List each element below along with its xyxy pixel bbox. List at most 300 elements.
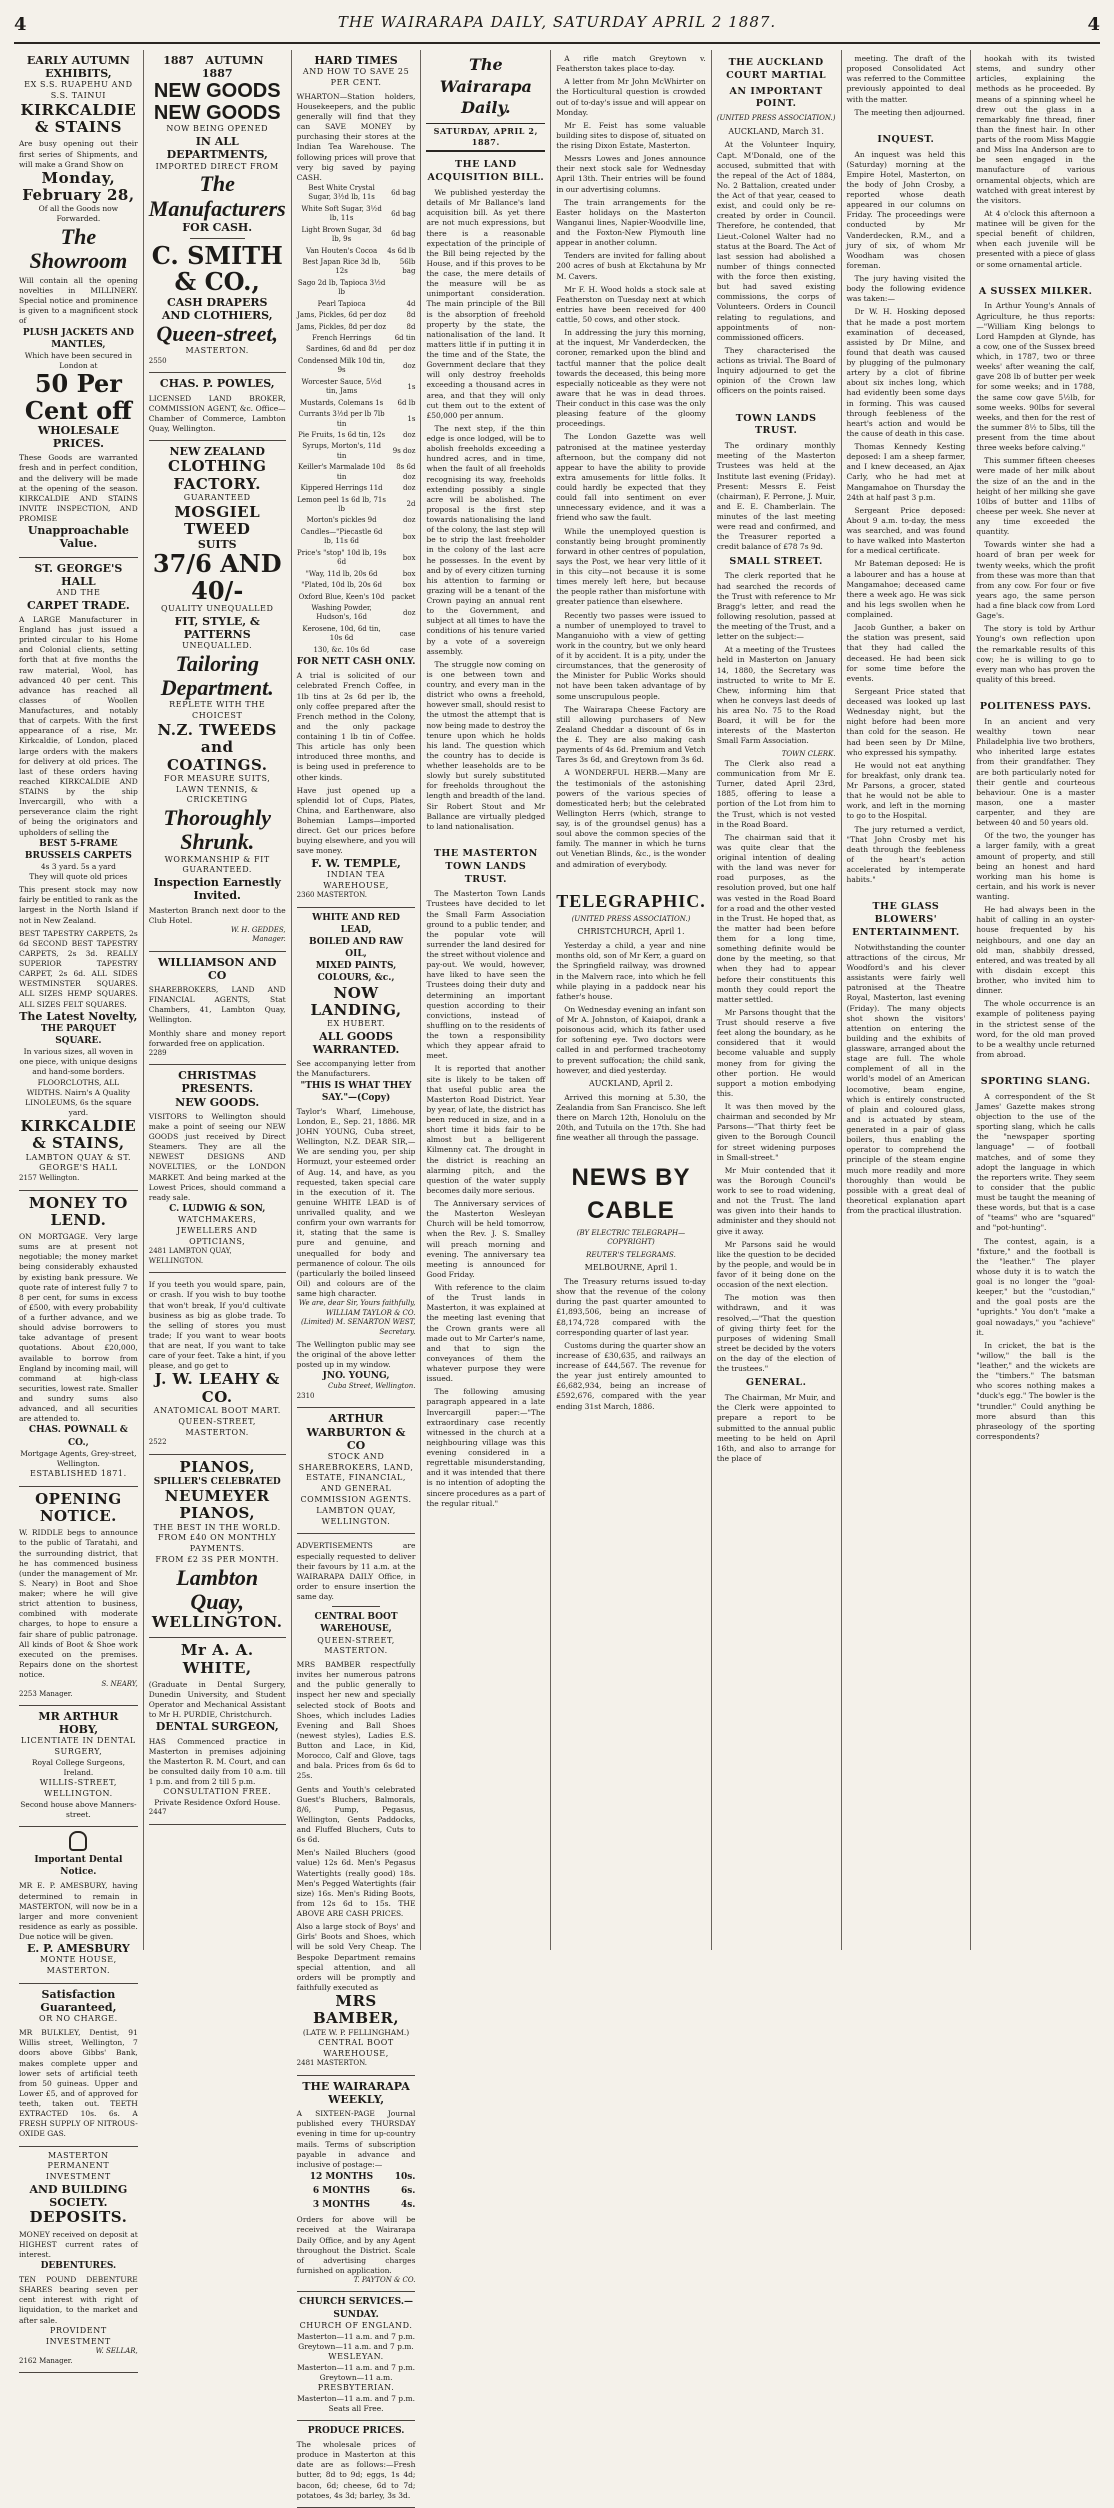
dateline: AUCKLAND, April 2. [589, 1078, 673, 1088]
ad-date: Monday, February 28, [22, 168, 135, 205]
ad-headline: OPENING NOTICE. [35, 1489, 122, 1525]
ad-address: QUEEN-STREET, MASTERTON. [178, 1416, 257, 1437]
ad-subhead: EX HUBERT. [327, 1019, 386, 1029]
news-item: Tenders are invited for falling about 200 acres of bush at Ekctahuna by Mr M. Cavers. [556, 251, 706, 281]
ad-headline: EARLY AUTUMN EXHIBITS, [26, 54, 130, 81]
ad-text: WHARTON—Station holders, Housekeepers, and the public generally will find that they can SAVE MONEY by purchasing their stores at the Indian Tea Warehouse. The following prices will prove that very big saved by paying CASH. [296, 91, 416, 182]
ad-subhead: DENTAL SURGEON, [155, 1720, 279, 1734]
price-row [297, 398, 416, 409]
ad-subhead: FIT, STYLE, & PATTERNS [174, 614, 260, 642]
ad-a-a-white [149, 1638, 286, 1824]
ad-text: A SIXTEEN-PAGE Journal published every THURSDAY evening in time for up-country mails. Terms of subscription payable in advance and inclusive of postage:— [296, 2109, 416, 2169]
ad-text: W. RIDDLE begs to announce to the public of Taratahi, and the surrounding district, that he has commenced business (under the management of Mr. S. Neary) in Boot and Shoe maker; where he will give strict attention to business, combined with moderate charges, to hope to ensure a fair share of public patronage. All kinds of Boot & Shoe work executed on the premises. Repairs done on the shortest notice. [19, 1528, 138, 1679]
article-paragraph: The jury returned a verdict, "That John Crosby met his death through the feebleness of the heart's action accelerated by intemperate habits." [846, 824, 966, 885]
article-paragraph: At the Volunteer Inquiry, Capt. M'Donald, one of the accused, submitted that with the repeal of the Act of 1884, No. 2 Battalion, created under the Act of that year, ceased to exist, and could only be re-created by order in Council. Therefore, he contended, that Lieut.-Colonel Walter had no status at the Board. The Act of last session had abolished a number of things connected with the force then existing, but had saved existing commissions, the corps of Volunteers. Orders in Council relating to regulations, and appointments of non-commissioned officers. [716, 140, 836, 342]
article-paragraph: In Arthur Young's Annals of Agriculture, he thus reports:—"William King belongs to Lord Hampden at Glynde, has a cow, one of the Sussex breed which, in 1787, two or three weeks' after weaning the calf, gave 208 lb of butter per week for some weeks; and in 1788, the same cow gave 5½lb, for some weeks. 90lbs for several weeks, and then for the rest of the summer 8½ to 5lbs, till the present from the time about three weeks before calving." [976, 301, 1096, 453]
ad-text: Second house above Manners-street. [20, 1799, 137, 1819]
price-row [297, 495, 416, 516]
price-value: 2d [406, 500, 416, 509]
price-row [297, 322, 416, 333]
ad-subhead: PLUSH JACKETS AND MANTLES, [22, 327, 134, 350]
ad-headline: MOSGIEL TWEED [174, 502, 261, 538]
price-value: doz [403, 430, 416, 439]
article-paragraph: Of the two, the younger has a larger family, with a great amount of property, and still being an honest and hard working man his home is certain, and his work is never wanting. [976, 831, 1096, 901]
ad-subhead: CASH DRAPERS [167, 295, 268, 309]
sub-term: 3 MONTHS [312, 2200, 370, 2211]
news-item: Recently two passes were issued to a number of unemployed to travel to Manganuioho with a view of getting work in the country, but we only heard of it by accident. It is a pity, under the circumstances, that the generosity of the Minister for Public Works should not have been taken advantage of by some unscrupulous people. [556, 610, 706, 701]
price-value: 8d [406, 311, 416, 320]
ad-number: 2360 [296, 891, 315, 900]
price-value: box [402, 532, 416, 541]
ad-brand: KIRKCALDIE & STAINS, [20, 1117, 137, 1153]
ad-satisfaction [19, 1984, 138, 2147]
article-sussex-milker [976, 279, 1095, 694]
article-paragraph: The next step, if the thin edge is once lodged, will be to abolish freeholds exceeding a hundred acres, and in time, when the fault of all freeholds recognising its way, freeholds extending possibly a single acre will be abolished. The proposal is the first step towards nationalising the land of the colony, the last step will be to strip the last freeholder in the colony of the last acre he possesses. In the event by and by of every citizen turning his attention to farming or grazing will be a tenant of the Crown paying an annual rent to the Government, and subject at all times to have the conditions of his tenure varied by a vote of a sovereign assembly. [426, 423, 546, 656]
news-item: The train arrangements for the Easter holidays on the Masterton Wanganui lines, Napier-Woodville line, and the Foxton-New Plymouth line appear in another column. [556, 197, 706, 248]
church-name: CHURCH OF ENGLAND. [299, 2320, 413, 2330]
article-paragraph: The Masterton Town Lands Trustees have decided to let the Small Farm Association ground to a public tender, and the popular vote will surrender the land desired for the street without violence and pay-out. We would, however, have liked to have seen the Trustees doing their duty and determining an important question according to their convictions, instead of shuffling on to the residents of the town a responsibility which they appear afraid to meet. [426, 889, 546, 1061]
ad-text: In various sizes, all woven in one piece, with unique designs and hand-some borders. [19, 1047, 138, 1077]
price-row [297, 310, 416, 321]
article-paragraph: The ordinary monthly meeting of the Masterton Trustees was held at the Institute last evening (Friday). Present: Messrs E. Feist (chairman), F. Perrone, J. Muir, and E. E. Chamberlain. The minutes of the last meeting were read and confirmed, and the Treasurer reported a credit balance of £78 7s 9d. [716, 441, 836, 552]
ad-address: CENTRAL BOOT WAREHOUSE, [318, 2037, 394, 2058]
ad-subhead: NEW GOODS. [175, 1095, 260, 1109]
ad-text: MR E. P. AMESBURY, having determined to remain in MASTERTON, will now be in a larger and more convenient residence as early as possible. Due notice will be given. [19, 1881, 138, 1942]
article-paragraph: meeting. The draft of the proposed Consolidated Act was referred to the Committee previously appointed to deal with the matter. [846, 54, 966, 104]
ad-subhead: SUITS [197, 538, 237, 552]
article-paragraph: The contest, again, is a "fixture," and the football is the "leather." The player whose duty it is to watch the goal is no longer the "goal-keeper," but the "custodian," and the goal posts are the "uprights." You don't "make a goal nowadays," you "achieve" it. [976, 1236, 1096, 1337]
article-paragraph: At 4 o'clock this afternoon a matinee will be given for the special benefit of children, when each juvenile will be presented with a piece of glass or some ornamental article. [976, 208, 1096, 269]
ad-text: SHAREBROKERS, LAND AND FINANCIAL AGENTS, Stat Chambers, 41, Lambton Quay, Wellington. [148, 985, 286, 1025]
ad-headline: ST. GEORGE'S HALL [34, 561, 123, 588]
article-headline: THE GLASS BLOWERS' ENTERTAINMENT. [852, 901, 960, 938]
ad-headline: Satisfaction Guaranteed, [40, 1988, 117, 2015]
price-item: Van Houten's Cocoa [305, 246, 378, 255]
article-paragraph: It is reported that another site is likely to be taken off that useful public area the Masterton Road District. Year by year, of late, the district has been reduced in size, and in a short time it bids fair to be almost but a belligerent Kilmenny cat. The drought in the district is reaching an alarming pitch, and the question of the water supply becomes daily more serious. [426, 1064, 546, 1195]
price-row [297, 645, 416, 656]
ad-arthur-hoby [19, 1706, 138, 1827]
news-item: A rifle match Greytown v. Featherston takes place to-day. [556, 54, 706, 74]
telegraphic-section [556, 879, 706, 1153]
article-headline: INQUEST. [877, 133, 935, 145]
ad-headline: Important Dental Notice. [34, 1855, 123, 1878]
ad-headline: CENTRAL BOOT WAREHOUSE, [314, 1612, 398, 1635]
ad-address: INDIAN TEA WAREHOUSE, [323, 869, 389, 890]
ad-subhead: Inspection Earnestly Invited. [153, 876, 281, 903]
article-paragraph: Mr Parsons said he would like the question to be decided by the people, and would be in favor of it being done on the occasion of the next election. [716, 1239, 836, 1290]
article-glass-continued [976, 50, 1095, 279]
ad-number: 2447 [148, 1808, 167, 1817]
ad-text: ON MORTGAGE. Very large sums are at present not negotiable; the money market being considerably exhausted by existing bank pressure. We quote rate of interest fully 7 to 8 per cent, for sums in excess of £500, with every probability of a further advance, and we should advise borrowers to take advantage of present quotations. About £20,000, available to borrow from England by incoming mail, will command at high-class securities, lowest rate. Smaller and sundry sums also advanced, and all securities are attended to. [19, 1232, 138, 1424]
ad-headline: AND BUILDING SOCIETY. [29, 2182, 128, 2210]
price-value: 8s 6d doz [396, 463, 416, 481]
ad-text: REPLETE WITH THE CHOICEST [169, 700, 266, 721]
article-court-martial [717, 50, 836, 406]
sub-price: 6s. [400, 2186, 416, 2197]
price-row [297, 225, 416, 246]
price-row [297, 299, 416, 310]
price-value: doz [403, 608, 416, 617]
ad-money-to-lend [19, 1191, 138, 1487]
ad-produce-prices [297, 2421, 416, 2508]
article-paragraph: A correspondent of the St James' Gazette makes strong objection to the use of the sporting slang, which he calls the "newspaper sporting language" — of football matches, and of some they adopt the language in which the reporters write. They seem to consider that the public must be taught the meaning of these words, but that is a case of "teams" who are "squared" and "pot-hunting". [976, 1091, 1096, 1233]
article-paragraph: This summer fifteen cheeses were made of her milk about the size of an the and in the height of her milking she gave 10lbs of butter and 11lbs of cheese per week. She never at any time exceeded the quantity. [976, 456, 1096, 537]
price-row [297, 603, 416, 624]
news-item: Mr E. Feist has some valuable building sites to dispose of, situated on the rising Dixon Estate, Masterton. [556, 120, 706, 150]
price-value: 6d tin [394, 334, 416, 343]
article-paragraph: The meeting then adjourned. [854, 107, 966, 117]
price-value: 8d [406, 322, 416, 331]
ad-text: If you teeth you would spare, pain, or crash. If you wish to buy toothe that won't break, If you'd cultivate business as big as globe trade. To the selling of stores you must trade; If you want to wear boots that are neat, If you want to take care of your feet. Take a hint, if you please, and go get to [148, 1280, 286, 1371]
article-paragraph: They characterised the actions as trivial. The Board of Inquiry adjourned to get the opinion of the Crown law officers on the points raised. [716, 345, 836, 396]
ad-headline: ARTHUR WARBURTON & CO [306, 1412, 406, 1452]
article-paragraph: With reference to the claim of the Trust lands in Masterton, it was explained at the meeting last evening that the Crown grants were all made out to Mr Carter's name, and that to sign the conveyances of them the whatever purpose they were issued. [426, 1283, 546, 1384]
ad-weekly [297, 2076, 416, 2293]
price-value: 6d bag [391, 209, 416, 218]
ad-role: Manager. [39, 2356, 73, 2365]
ad-subhead: SPILLER'S CELEBRATED [153, 1477, 281, 1488]
ad-headline: Mr A. A. WHITE, [180, 1641, 254, 1677]
price-item: "Plated, 10d lb, 20s 6d [301, 581, 382, 590]
article-headline: TOWN LANDS TRUST. [735, 412, 817, 437]
ad-subhead: ALL GOODS WARRANTED. [312, 1029, 400, 1057]
church-times: Masterton—11 a.m. and 7 p.m. Greytown—11 a.m. and 7 p.m. [297, 2331, 415, 2351]
ad-text: UNEQUALLED. [182, 641, 253, 651]
ad-number: 2310 [296, 1391, 315, 1400]
dateline: CHRISTCHURCH, April 1. [577, 927, 685, 937]
ad-address: Lambton Quay, [176, 1564, 259, 1615]
ad-williamson [149, 952, 286, 1066]
news-item: A letter from Mr John McWhirter on the Horticultural question is crowded out of to-day's issue and will appear on Monday. [556, 77, 706, 117]
ad-subhead: BEST 5-FRAME BRUSSELS CARPETS [24, 838, 132, 861]
price-value: case [399, 629, 416, 638]
ad-headline: Tailoring Department. [160, 651, 274, 701]
price-item: Pearl Tapioca [317, 299, 366, 308]
ad-price: 37/6 AND 40/- [152, 549, 282, 605]
ad-text: MRS BAMBER respectfully invites her numerous patrons and the public generally to inspect her new and specially selected stock of Boots and Shoes, which includes Ladies Evening and Ball Shoes (newest styles), Ladies E.S. Button and Lace, in Kid, Morocco, Calf and Glove, tags and bala. Prices from 6s 6d to 25s. [296, 1660, 416, 1781]
ad-number: 2522 [148, 1438, 167, 1447]
ad-headline: HARD TIMES [314, 54, 398, 67]
ad-text: NOW BEING OPENED [166, 124, 269, 134]
ad-quote: "THIS IS WHAT THEY SAY."—(Copy) [300, 1080, 412, 1103]
price-item: Price's "stop" 10d lb, 19s 6d [297, 548, 387, 567]
price-row [297, 580, 416, 591]
price-row [297, 548, 416, 569]
ad-signature: S. NEARY, [101, 1680, 138, 1689]
ad-headline: NEW GOODS [153, 102, 281, 125]
article-paragraph: Towards winter she had a hoard of bran per week for twenty weeks, which the profit from these was more than that from any cow. For four or five years ago, the same person had a fine black cow from Lord Gage's. [976, 540, 1096, 621]
ad-headline: CHURCH SERVICES.—SUNDAY. [299, 2297, 413, 2320]
article-paragraph: It was then moved by the chairman and seconded by Mr Parsons—"That thirty feet be given to the Borough Council for street widening purposes in Small-street." [716, 1102, 836, 1162]
ad-brand: KIRKCALDIE & STAINS [20, 100, 137, 137]
price-value: 1s [407, 414, 416, 423]
ad-firm: C. LUDWIG & SON, [169, 1203, 266, 1214]
ad-text: FLOORCLOTHS, ALL WIDTHS. Nairn's A Quality LINOLEUMS, 6s the square yard. [25, 1077, 132, 1117]
ad-headline: WHITE AND RED LEAD, [312, 912, 400, 935]
ad-opening-notice [19, 1487, 138, 1706]
ad-subhead: LICENTIATE IN DENTAL SURGERY, [20, 1736, 136, 1757]
ad-headline: MR ARTHUR HOBY, [38, 1710, 119, 1737]
ad-price: 4s 3 yard. 5s a yard [40, 861, 116, 871]
ad-paints [297, 908, 416, 1409]
ad-st-georges-hall [19, 558, 138, 1191]
article-politeness-pays [976, 694, 1095, 1069]
price-item: Mustards, Colemans 1s [299, 398, 384, 407]
ad-headline: WILLIAMSON AND CO [158, 955, 277, 982]
ad-signature: W. H. GEDDES, [230, 925, 286, 934]
ad-firm: CHAS. POWNALL & CO., [28, 1425, 128, 1448]
article-paragraph: The Clerk also read a communication from Mr E. Turner, dated April 23rd, 1885, offering to lease a portion of the Lot from him to the Trust, which is not vested in the Road Board. [716, 758, 836, 829]
ad-text: These Goods are warranted fresh and in perfect condition, and the delivery will be made at the opening of the season. KIRKCALDIE AND STAINS INVITE INSPECTION, AND PROMISE [19, 453, 138, 524]
ad-text: Gents and Youth's celebrated Guest's Bluchers, Balmorals, 8/6, Pump, Pegasus, Wellington, Gents Paddocks, and Fluffed Bluchers, Cuts to 6s 6d. [296, 1784, 416, 1845]
ad-price: FROM £40 ON MONTHLY PAYMENTS. [158, 1533, 277, 1554]
article-paragraph: Mr Parsons thought that the Trust should reserve a five feet along the boundary, as he considered that it would become valuable and supply money from for giving the other portion. He would support a motion embodying this. [716, 1007, 836, 1098]
ad-text: LICENSED LAND BROKER, COMMISSION AGENT, &c. Office—Chamber of Commerce, Lambton Quay, Wellington. [148, 393, 286, 434]
price-item: White Soft Sugar, 3½d lb, 11s [301, 204, 382, 223]
price-row [297, 246, 416, 257]
ad-subhead: ANATOMICAL BOOT MART. [153, 1405, 281, 1415]
ad-text: WORKMANSHIP & FIT GUARANTEED. [164, 854, 270, 875]
article-paragraph: The Anniversary services of the Masterton Wesleyan Church will be held tomorrow, when the Rev. J. S. Smalley will preach morning and evening. The anniversary tea meeting is announced for Good Friday. [426, 1199, 546, 1279]
ad-text: IMPORTED DIRECT FROM [155, 161, 279, 171]
ad-letter: Taylor's Wharf, Limehouse, London, E., Sep. 21, 1886. MR JOHN YOUNG, Cuba street, Wellington, N.Z. DEAR SIR,—We are sending you, per ship Hormuzt, your esteemed order of Aug. 14, and have, as you requested, taken special care in the execution of it. The genuine WHITE LEAD is of unrivalled quality, and we confirm your own warrants for it, stating that the same is pure and genuine, and unequalled for body and permanence of colour. The oils (particularly the boiled linseed Oil) and colours are of the same high character. [296, 1106, 416, 1299]
price-value: doz [403, 516, 416, 525]
ad-signature: T. PAYTON & CO. [353, 2276, 416, 2285]
price-value: 56lb bag [399, 257, 416, 276]
price-value: 6d bag [391, 230, 416, 239]
article-land-bill [426, 152, 545, 841]
ad-text: THE BEST IN THE WORLD. [153, 1522, 281, 1532]
price-item: 130, &c. 10s 6d [313, 645, 370, 654]
article-paragraph: He had always been in the habit of calling in an oyster-house frequented by his neighbours, and one day an old man, shabbily dressed, entered, and was treated by all with disdain except this brother, who invited him to dinner. [976, 905, 1096, 996]
section-subhead: REUTER'S TELEGRAMS. [586, 1250, 676, 1259]
price-row [297, 462, 416, 483]
church-times: Masterton—11 a.m. and 7 p.m. Greytown—11 a.m. [297, 2362, 415, 2382]
price-row [297, 278, 416, 299]
news-item: In addressing the jury this morning, at the inquest, Mr Vanderdecken, the coroner, remarked upon the blind and tactful manner that the police dealt towards the deceased, this being more especially noticeable as they were not aware that he was in dead throes. Their conduct in this case was the only pleasing feature of the gloomy proceedings. [556, 328, 706, 429]
ad-text: FOR MEASURE SUITS, [164, 773, 271, 783]
subscription-table [297, 2170, 416, 2212]
news-item: Arrived this morning at 5.30, the Zealandia from San Francisco. She left there on March 12th, Honolulu on the 20th, and Tutuila on the 17th. She had fine weather all through the passage. [556, 1092, 706, 1143]
ad-number: 2253 [19, 1689, 37, 1698]
section-subhead: (UNITED PRESS ASSOCIATION.) [571, 914, 691, 923]
ad-subhead: CONSULTATION FREE. [163, 1787, 272, 1797]
ad-church-services [297, 2292, 416, 2420]
article-paragraph: Thomas Kennedy Kesting deposed: I am a sheep farmer, and I knew deceased, an Ajax Carly, who he had met at Mangamahoe on Thursday the 24th at half past 3 p.m. [846, 442, 966, 502]
ad-warburton [297, 1408, 416, 1534]
tooth-icon [69, 1831, 87, 1851]
sub-price: 4s. [400, 2200, 416, 2211]
page-number-left: 4 [14, 14, 27, 35]
price-value: 4s 6d lb [387, 246, 416, 255]
ad-number: 2550 [148, 357, 167, 366]
price-item: Washing Powder, Hudson's, 16d [311, 603, 372, 622]
ad-address: Queen-street, [156, 321, 279, 347]
price-item: Sardines, 6d and 8d [305, 345, 378, 354]
ad-year: 1887 [201, 67, 233, 81]
price-item: Kippered Herrings 11d [300, 484, 383, 493]
price-value: 1s [407, 382, 416, 391]
article-paragraph: The motion was then withdrawn, and it was resolved,—"That the question of giving thirty feet for the purposes of widening Small street be decided by the voters on the day of the election of the trustees." [716, 1293, 836, 1374]
ad-text: Of all the Goods now Forwarded. [38, 204, 119, 224]
ad-text: Will contain all the opening novelties in MILLINERY. Special notice and prominence is given to a magnificent stock of [19, 275, 138, 326]
price-row [297, 204, 416, 225]
price-row [297, 430, 416, 441]
ad-firm: MRS BAMBER, [312, 1992, 400, 2028]
ad-firm: JNO. YOUNG, [322, 1371, 390, 1382]
local-news [556, 50, 706, 879]
price-item: Jams, Pickles, 6d per doz [297, 311, 387, 320]
news-item: Mr F. H. Wood holds a stock sale at Featherston on Tuesday next at which entries have been received for 400 cattle, 50 cows, and other stock. [556, 284, 706, 324]
price-item: Currants 3½d per lb 7lb tin [298, 410, 385, 428]
paper-date: SATURDAY, APRIL 2, 1887. [426, 124, 545, 153]
article-headline: A SUSSEX MILKER. [978, 285, 1093, 297]
price-row [297, 377, 416, 398]
ad-text: Which have been secured in London at [24, 350, 133, 370]
ad-text: TEN POUND DEBENTURE SHARES bearing seven per cent interest with right of liquidation, to the market and after sale. [19, 2275, 138, 2325]
price-row [297, 483, 416, 494]
ad-headline: CHAS. P. POWLES, [159, 377, 275, 391]
ad-text: MONEY received on deposit at HIGHEST current rates of interest. [19, 2229, 138, 2259]
article-headline: THE MASTERTON TOWN LANDS TRUST. [433, 847, 538, 885]
ad-subhead: FOR NETT CASH ONLY. [296, 657, 416, 668]
price-item: Best Japan Rice 3d lb, 12s [302, 257, 381, 276]
sub-price: 10s. [394, 2171, 416, 2182]
ad-subhead: IN ALL DEPARTMENTS, [166, 135, 268, 162]
ad-number: 2481 [148, 1247, 167, 1256]
ad-address: Masterton Branch next door to the Club Hotel. [148, 905, 286, 925]
price-item: Light Brown Sugar, 3d lb, 9s [301, 225, 382, 244]
ad-address: Cuba Street, Wellington. [327, 1382, 416, 1391]
price-value: 9s doz [392, 447, 416, 456]
section-subhead: (BY ELECTRIC TELEGRAPH—COPYRIGHT) [576, 1228, 686, 1247]
ad-subhead: DEBENTURES. [40, 2260, 117, 2271]
ad-text: The wholesale prices of produce in Masterton at this date are as follows:—Fresh butter, 8d to 9d; eggs, 1s 4d; bacon, 6d; cheese, 6d to 7d; potatoes, 4s 3d; barley, 3s 3d. [296, 2440, 416, 2500]
ad-headline: BOILED AND RAW OIL, [308, 937, 404, 960]
ad-text: This present stock may now fairly be entitled to rank as the largest in the North Island if not in New Zealand. [19, 885, 138, 925]
article-glass-blowers [847, 894, 966, 1225]
ad-headline: NOW LANDING, [310, 983, 402, 1019]
price-item: Syrups, Morton's, 11d tin [302, 442, 381, 460]
ad-office: PROVIDENT INVESTMENT [45, 2325, 111, 2346]
ad-headline: AUTUMN [205, 54, 264, 67]
ad-firm: E. P. AMESBURY [27, 1942, 130, 1956]
price-value: box [402, 569, 416, 578]
news-item: The London Gazette was well patronised at the matinee yesterday afternoon, but the company did not appear to have the ability to provide extra amusements for little folks. It could hardly be expected that they could fall into sentiment on ever unnecessary evidence, and it was a friend who saw the fault. [556, 432, 706, 523]
column-2 [144, 50, 292, 1950]
ad-text: Royal College Surgeons, Ireland. [31, 1757, 125, 1778]
article-paragraph: In an ancient and very wealthy town near Philadelphia live two brothers, who inherited large estates from their grandfather. They are both particularly noted for their gentle and courteous behaviour. One is a master mason, one a master carpenter, and they are between 40 and 50 years old. [976, 716, 1096, 828]
ad-firm: C. SMITH & CO., [151, 240, 283, 297]
ad-headline: NEW ZEALAND [169, 445, 265, 459]
price-value: box [402, 581, 416, 590]
price-value: 6d bag [391, 188, 416, 197]
ad-signature: We are, dear Sir, Yours faithfully, WILLIAM TAYLOR & CO. (Limited) M. SENARTON WEST, Secretary. [298, 1299, 416, 1336]
ad-headline: DEPOSITS. [29, 2208, 128, 2227]
price-row [297, 409, 416, 430]
church-times: Masterton—11 a.m. and 7 p.m. Seats all Free. [297, 2393, 415, 2413]
ad-address: Private Residence Oxford House. [154, 1798, 281, 1808]
article-meeting-continued [847, 50, 966, 127]
ad-subhead: THE PARQUET SQUARE. [40, 1023, 116, 1046]
price-item: Condensed Milk 10d tin, 9s [298, 356, 386, 375]
article-subheadline: AN IMPORTANT POINT. [729, 85, 823, 110]
ad-city: WELLINGTON. [151, 1613, 283, 1632]
price-item: Jams, Pickles, 8d per doz [297, 322, 387, 331]
column-1 [14, 50, 144, 2365]
column-5 [551, 50, 712, 1950]
price-value: 6d lb [397, 398, 416, 407]
price-value: doz [403, 361, 416, 370]
price-row [297, 515, 416, 526]
article-paragraph: The whole occurrence is an example of politeness paying in the strictest sense of the word, for the old man proved to be a wealthy uncle returned from abroad. [976, 999, 1096, 1059]
ad-text: MR BULKLEY, Dentist, 91 Willis street, Wellington, 7 doors above Gibbs' Bank, makes complete upper and lower sets of artificial teeth from 50 guineas. Upper and Lower £5, and of approved for teeth, taken out. TEETH EXTRACTED 10s. 6s. A FRESH SUPPLY OF NITROUS-OXIDE GAS. [19, 2028, 138, 2139]
ad-headline: CLOTHING FACTORY. [168, 457, 267, 493]
article-paragraph: He would not eat anything for breakfast, only drank tea. Mr Parsons, a grocer, stated that he would not be able to work, and left in the morning to go to the Hospital. [846, 760, 966, 821]
ad-address: MONTE HOUSE, MASTERTON. [39, 1955, 117, 1976]
ad-text: Orders for above will be received at the Wairarapa Daily Office, and by any Agent throughout the District. Scale of advertising charges furnished on application. [296, 2215, 416, 2275]
price-item: Best White Crystal Sugar, 3½d lb, 11s [308, 183, 375, 202]
price-value [387, 278, 416, 299]
ad-address: QUEEN-STREET, MASTERTON. [317, 1635, 395, 1656]
ad-boot-mart [149, 1273, 286, 1454]
ad-text: (LATE W. P. FELLINGHAM.) [302, 2027, 410, 2037]
ad-number: 2162 [19, 2356, 37, 2365]
article-paragraph: Mr Muir contended that it was the Borough Council's work to see to road widening, and not the Trust. The land was given into their hands to administer and they should not give it away. [716, 1165, 836, 1236]
price-value: doz [403, 484, 416, 493]
ad-pianos [149, 1455, 286, 1639]
ad-text: (Graduate in Dental Surgery, Dunedin University, and Student Operator and Mechanical Assistant to Mr H. PURDIE, Christchurch. [148, 1679, 286, 1720]
cable-news-section [556, 1152, 706, 1421]
price-item: "Way, 11d lb, 20s 6d [305, 569, 378, 578]
ad-text: The Wellington public may see the original of the above letter posted up in my window. [296, 1339, 416, 1370]
ad-headline: NEUMEYER PIANOS, [164, 1487, 270, 1523]
ad-subhead: MASTERTON PERMANENT INVESTMENT [45, 2150, 111, 2182]
ad-text: They will quote old prices [29, 872, 128, 882]
ad-role: Manager. [252, 935, 286, 944]
ad-address: WILLIS-STREET, WELLINGTON. [39, 1778, 118, 1799]
price-item: Lemon peel 1s 6d lb, 71s lb [297, 495, 386, 514]
ad-headline: CARPET TRADE. [27, 598, 130, 612]
article-paragraph: Jacob Gunther, a baker on the station was present, said that they had called the deceased. He had been sick for some time before the events. [846, 623, 966, 683]
ad-autumn-exhibits [19, 50, 138, 558]
ad-text: LAWN TENNIS, & CRICKETING [175, 784, 259, 805]
price-value: packet [391, 592, 416, 601]
article-paragraph: Sergeant Price stated that deceased was looked up last Wednesday night, but the night before had been more than cold for the season. He had been seen by Dr Milne, who expressed his sympathy. [846, 686, 966, 757]
article-paragraph: We published yesterday the details of Mr Ballance's land acquisition bill. As yet there are not much expressions, but there is a reasonable expectation of the principle of the Bill being rejected by the House, and if this proves to be the case, the mere details of the measure will be as unimportant consideration. The main principle of the Bill is the absorption of freehold property by the state, the nationalisation of the land. It matters little if in putting it in the time and of the State, the Government declare that they will only destroy freeholds exceeding a thousand acres in area, and that they will only cut them out to the extent of £50,000 per annum. [426, 188, 546, 420]
ad-established: ESTABLISHED 1871. [30, 1468, 127, 1478]
news-item: A WONDERFUL HERB.—Many are the testimonials of the astonishing powers of the various species of domesticated herb; but the celebrated Wellington Herrs (which, strange to say, is of the groundsel genus) has a soul above the common species of the family. The manner in which he turns out Venetian Blinds, &c., is the wonder and admiration of everybody. [556, 768, 706, 869]
price-row [297, 344, 416, 355]
article-paragraph: hookah with its twisted stems, and sundry other articles, explaining the methods as he proceeded. By means of a spinning wheel he drew out the glass in a remarkably fine thread, finer than the finest hair. In other parts of the room Miss Maggie and Miss Ina Anderson are to be seen engaged in the manufacture of various ornamental objects, which are watched with great interest by the visitors. [976, 54, 1096, 205]
article-headline: THE AUCKLAND COURT MARTIAL [726, 57, 827, 81]
ad-role: Manager. [39, 1689, 73, 1698]
ad-central-boot [297, 1534, 416, 2075]
ad-subhead: AND THE [56, 587, 101, 597]
news-item: While the unemployed question is constantly being brought prominently forward in other centres of population, says the Post, we hear very little of it in this city—not because it is some times merely left here, but because the people rather than misfortune with greater patience than elsewhere. [556, 526, 706, 607]
article-paragraph: The chairman said that it was quite clear that the original intention of dealing with the land was never for road purposes, as the resolution proved, but one half was vested in the Road Board for a road and the other vested in the Trust. He hoped that, as the matter had been before them for a long time, something definite would be done by the meeting, so that when they had to appear before their constituents this month they could report the matter settled. [716, 832, 836, 1004]
ad-text: Men's Nailed Bluchers (good value) 12s 6d. Men's Pegasus Watertights (really good) 18s. Men's Pegged Watertights (fair size) 16s. Men's Riding Boots, from 12s 6d to 15s. THE ABOVE ARE CASH PRICES. [296, 1848, 416, 1919]
price-row [297, 257, 416, 278]
ad-text: Are busy opening out their first series of Shipments, and will make a Grand Show on [19, 139, 138, 169]
ad-headline: MONEY TO LEND. [28, 1193, 128, 1229]
ad-hard-times [297, 50, 416, 908]
masthead [14, 0, 1100, 44]
article-paragraph: Notwithstanding the counter attractions of the circus, Mr Woodford's and his clever assistants were fairly well patronised at the Theatre Royal, Masterton, last evening (Friday). The many objects shot shown the visitors' attention on entering the building and the exhibits of glassware, arranged about the stage are full. The whole complement of all in the world's model of an American locomotive, beam engine, which is entirely constructed of plain and coloured glass, and is actuated by steam, generated in a pair of glass boilers, thus enabling the operator to comprehend the principle of the steam engine much more readily and more thoroughly than would be possible with a great deal of theoretical explanation apart from the practical illustration. [846, 942, 966, 1215]
price-item: Pie Fruits, 1s 6d tin, 12s [298, 430, 386, 439]
price-row [297, 527, 416, 548]
paper-title: The Wairarapa Daily. [426, 50, 545, 124]
